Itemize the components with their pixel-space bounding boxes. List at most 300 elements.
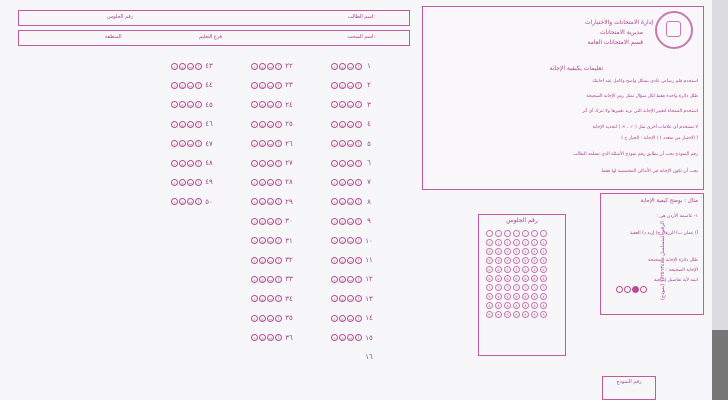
answer-bubble[interactable]: ج bbox=[339, 257, 346, 264]
answer-bubble[interactable]: ب bbox=[348, 141, 353, 147]
answer-bubble[interactable]: ج bbox=[259, 257, 266, 264]
answer-bubble[interactable]: د bbox=[251, 82, 258, 89]
question-number: ٥٠ bbox=[205, 197, 213, 206]
answer-bubble[interactable]: أ bbox=[195, 63, 202, 70]
answer-bubble[interactable]: د bbox=[331, 276, 338, 283]
answer-row bbox=[330, 198, 376, 206]
seat-grid-row bbox=[485, 310, 548, 319]
answer-row bbox=[170, 81, 216, 89]
seat-digit-bubble[interactable]: ٠ bbox=[486, 230, 493, 237]
answer-bubble[interactable]: أ bbox=[355, 160, 362, 167]
seat-digit-bubble[interactable]: ٦ bbox=[495, 284, 502, 291]
instruction-7: يجب أن تكون الإجابة في الأماكن المخصصة لها فقط bbox=[601, 169, 698, 174]
answer-bubble[interactable]: ب bbox=[188, 82, 193, 88]
answer-bubble[interactable]: د bbox=[251, 276, 258, 283]
answer-bubble[interactable]: أ bbox=[275, 160, 282, 167]
answer-bubble[interactable]: ب bbox=[268, 238, 273, 244]
instructions-box bbox=[422, 6, 704, 190]
answer-bubble[interactable]: ج bbox=[339, 315, 346, 322]
answer-bubble[interactable]: د bbox=[251, 101, 258, 108]
answer-bubble[interactable]: أ bbox=[275, 121, 282, 128]
answer-bubble[interactable]: ج bbox=[339, 218, 346, 225]
answer-row bbox=[330, 275, 376, 283]
answer-bubble[interactable]: ب bbox=[188, 160, 193, 166]
answer-bubble[interactable]: ب bbox=[268, 179, 273, 185]
seat-digit-bubble[interactable]: ٨ bbox=[522, 302, 529, 309]
answer-bubble[interactable]: أ bbox=[275, 218, 282, 225]
seat-digit-bubble[interactable]: ٧ bbox=[504, 293, 511, 300]
seat-number-grid[interactable] bbox=[478, 214, 566, 356]
answer-bubble[interactable]: أ bbox=[355, 101, 362, 108]
example-note-3: انتبه لأية تفاصيل إضافية bbox=[653, 278, 698, 283]
seat-digit-bubble[interactable]: ٧ bbox=[540, 293, 547, 300]
seat-digit-bubble[interactable]: ٦ bbox=[540, 284, 547, 291]
answer-bubble[interactable]: د bbox=[251, 179, 258, 186]
answer-bubble[interactable]: ج bbox=[339, 160, 346, 167]
seat-digit-bubble[interactable]: ٢ bbox=[540, 248, 547, 255]
seat-digit-bubble[interactable]: ٦ bbox=[513, 284, 520, 291]
answer-bubble[interactable]: د bbox=[251, 63, 258, 70]
seat-digit-bubble[interactable]: ٠ bbox=[495, 230, 502, 237]
instruction-4: لا تستخدم أي علامات أخرى مثل ( ✓ ، × ) لتحديد الإجابة bbox=[592, 125, 698, 130]
model-number-box[interactable] bbox=[602, 376, 656, 400]
seat-digit-bubble[interactable]: ١ bbox=[540, 239, 547, 246]
answer-row bbox=[170, 140, 216, 148]
answer-bubble[interactable]: أ bbox=[355, 179, 362, 186]
logo-line-3: قسم الامتحانات العامة bbox=[587, 39, 643, 46]
answer-bubble[interactable]: أ bbox=[195, 121, 202, 128]
seat-digit-bubble[interactable]: ٥ bbox=[495, 275, 502, 282]
answer-bubble[interactable]: أ bbox=[275, 237, 282, 244]
seat-digit-bubble[interactable]: ٨ bbox=[504, 302, 511, 309]
example-note-1: ظلل دائرة الإجابة الصحيحة bbox=[648, 258, 698, 263]
seat-digit-bubble[interactable]: ٤ bbox=[495, 266, 502, 273]
answer-row bbox=[250, 178, 296, 186]
region-label: المنطقة bbox=[105, 34, 122, 40]
answer-row bbox=[250, 314, 296, 322]
answer-bubble[interactable]: ج bbox=[179, 121, 186, 128]
answer-bubble[interactable]: ب bbox=[348, 179, 353, 185]
answer-bubble[interactable]: ب bbox=[268, 276, 273, 282]
answer-bubble[interactable]: ب bbox=[268, 335, 273, 341]
answer-bubble[interactable]: ج bbox=[339, 101, 346, 108]
answer-bubble[interactable]: ب bbox=[348, 257, 353, 263]
seat-digit-bubble[interactable]: ١ bbox=[531, 239, 538, 246]
answer-bubble[interactable]: د bbox=[331, 198, 338, 205]
answer-bubble[interactable]: ج bbox=[259, 101, 266, 108]
seat-digit-bubble[interactable]: ١ bbox=[495, 239, 502, 246]
answer-row bbox=[330, 217, 376, 225]
seat-digit-bubble[interactable]: ٥ bbox=[540, 275, 547, 282]
answer-bubble[interactable]: ج bbox=[339, 121, 346, 128]
instruction-5: ( الاختيار من متعدد ) ( الإجابة : الخيار ج ) bbox=[621, 136, 698, 141]
seat-digit-bubble[interactable]: ٢ bbox=[486, 248, 493, 255]
answer-bubble[interactable]: أ bbox=[275, 82, 282, 89]
seat-digit-bubble[interactable]: ٣ bbox=[495, 257, 502, 264]
answer-bubble[interactable]: ب bbox=[268, 257, 273, 263]
answer-bubble[interactable]: ب bbox=[268, 218, 273, 224]
answer-row bbox=[330, 120, 376, 128]
seat-digit-bubble[interactable]: ٣ bbox=[522, 257, 529, 264]
answer-bubble[interactable]: ج bbox=[259, 140, 266, 147]
answer-bubble[interactable]: د bbox=[171, 101, 178, 108]
answer-bubble[interactable]: أ bbox=[355, 315, 362, 322]
answer-bubble[interactable]: أ bbox=[195, 179, 202, 186]
answer-bubble[interactable]: ب bbox=[348, 63, 353, 69]
seat-digit-bubble[interactable]: ٩ bbox=[531, 311, 538, 318]
seat-digit-bubble[interactable]: ٠ bbox=[531, 230, 538, 237]
answer-bubble[interactable]: أ bbox=[275, 334, 282, 341]
answer-bubble[interactable]: ج bbox=[259, 121, 266, 128]
answer-bubble[interactable]: أ bbox=[355, 198, 362, 205]
answer-bubble[interactable]: ج bbox=[339, 140, 346, 147]
answer-bubble[interactable]: أ bbox=[195, 82, 202, 89]
answer-bubble[interactable]: ج bbox=[339, 276, 346, 283]
seat-digit-bubble[interactable]: ٤ bbox=[531, 266, 538, 273]
seat-grid-row bbox=[485, 283, 548, 292]
answer-bubble[interactable]: أ bbox=[355, 82, 362, 89]
seat-digit-bubble[interactable]: ١ bbox=[522, 239, 529, 246]
seat-digit-bubble[interactable]: ٧ bbox=[495, 293, 502, 300]
answer-bubble[interactable]: أ bbox=[275, 179, 282, 186]
answer-bubble[interactable]: د bbox=[331, 140, 338, 147]
logo-seal bbox=[655, 11, 693, 49]
question-number: ٢٥ bbox=[285, 120, 293, 129]
answer-bubble[interactable]: ب bbox=[188, 179, 193, 185]
seat-digit-bubble[interactable]: ٨ bbox=[540, 302, 547, 309]
answer-bubble[interactable]: د bbox=[331, 63, 338, 70]
answer-bubble[interactable]: ج bbox=[339, 237, 346, 244]
answer-bubble[interactable]: أ bbox=[275, 198, 282, 205]
answer-row bbox=[250, 62, 296, 70]
answer-bubble[interactable]: ب bbox=[188, 102, 193, 108]
seat-digit-bubble[interactable]: ٤ bbox=[504, 266, 511, 273]
seat-digit-bubble[interactable]: ٦ bbox=[504, 284, 511, 291]
seat-grid-row bbox=[485, 274, 548, 283]
answer-bubble[interactable]: د bbox=[251, 295, 258, 302]
answer-row bbox=[170, 62, 216, 70]
answer-row bbox=[170, 198, 216, 206]
seat-digit-bubble[interactable]: ٩ bbox=[504, 311, 511, 318]
answer-bubble[interactable]: د bbox=[331, 218, 338, 225]
seat-digit-bubble[interactable]: ٠ bbox=[504, 230, 511, 237]
instruction-6: رقم النموذج يجب أن يطابق رقم نموذج الأسئلة الذي تسلمه الطالب bbox=[573, 152, 698, 157]
seat-digit-bubble[interactable]: ٩ bbox=[495, 311, 502, 318]
answer-bubble[interactable]: د bbox=[171, 82, 178, 89]
seat-digit-bubble[interactable]: ٩ bbox=[486, 311, 493, 318]
answer-bubble[interactable]: أ bbox=[355, 140, 362, 147]
answer-bubble[interactable]: د bbox=[251, 257, 258, 264]
answer-bubble[interactable]: ب bbox=[188, 199, 193, 205]
seat-digit-bubble[interactable]: ٠ bbox=[522, 230, 529, 237]
answer-bubble[interactable]: د bbox=[171, 63, 178, 70]
seat-digit-bubble[interactable]: ٦ bbox=[531, 284, 538, 291]
question-number: ١٥ bbox=[365, 333, 373, 342]
question-number: ١٤ bbox=[365, 314, 373, 323]
answer-bubble[interactable]: ج bbox=[259, 315, 266, 322]
student-name-label: اسم الطالب: bbox=[347, 14, 375, 20]
question-number: ٦ bbox=[367, 159, 371, 167]
question-number: ٤٤ bbox=[205, 81, 213, 90]
answer-bubble[interactable]: ج bbox=[179, 82, 186, 89]
answer-bubble[interactable]: د bbox=[171, 121, 178, 128]
answer-bubble[interactable]: د bbox=[331, 237, 338, 244]
answer-bubble[interactable]: ج bbox=[259, 160, 266, 167]
answer-bubble[interactable]: ج bbox=[179, 63, 186, 70]
question-number: ٢٦ bbox=[285, 139, 293, 148]
answer-bubble[interactable]: د bbox=[171, 198, 178, 205]
answer-row bbox=[250, 198, 296, 206]
question-number: ٤٨ bbox=[205, 159, 213, 167]
seat-digit-bubble[interactable]: ٧ bbox=[531, 293, 538, 300]
answer-bubble[interactable]: د bbox=[251, 334, 258, 341]
question-number: ٢٢ bbox=[285, 62, 293, 70]
answer-bubble[interactable]: د bbox=[331, 179, 338, 186]
answer-bubble[interactable]: ج bbox=[179, 140, 186, 147]
answer-bubble[interactable]: أ bbox=[355, 334, 362, 341]
exam-info-box[interactable] bbox=[18, 30, 410, 46]
answer-bubble[interactable]: أ bbox=[275, 295, 282, 302]
example-title: مثال : يوضح كيفية الإجابة bbox=[640, 198, 698, 204]
answer-bubble[interactable]: أ bbox=[275, 257, 282, 264]
seat-digit-bubble[interactable]: ٣ bbox=[513, 257, 520, 264]
seat-digit-bubble[interactable]: ١ bbox=[486, 239, 493, 246]
answer-bubble[interactable]: ب bbox=[348, 315, 353, 321]
answer-bubble[interactable]: د bbox=[251, 140, 258, 147]
answer-row bbox=[170, 178, 216, 186]
answer-bubble[interactable]: د bbox=[331, 82, 338, 89]
answer-row bbox=[330, 334, 376, 342]
answer-bubble[interactable]: ب bbox=[268, 63, 273, 69]
answer-bubble[interactable]: ج bbox=[259, 295, 266, 302]
seat-digit-bubble[interactable]: ٢ bbox=[531, 248, 538, 255]
logo-line-2: مديرية الامتحانات bbox=[599, 29, 643, 36]
answer-bubble[interactable]: ب bbox=[268, 82, 273, 88]
seat-digit-bubble[interactable]: ٩ bbox=[513, 311, 520, 318]
answer-row bbox=[330, 81, 376, 89]
answer-bubble[interactable]: ج bbox=[179, 101, 186, 108]
answer-row bbox=[250, 295, 296, 303]
answer-bubble[interactable]: أ bbox=[355, 295, 362, 302]
answer-bubble[interactable]: د bbox=[251, 160, 258, 167]
answer-row bbox=[170, 120, 216, 128]
answer-bubble[interactable]: أ bbox=[195, 101, 202, 108]
answer-bubble[interactable]: ج bbox=[339, 334, 346, 341]
instruction-1: استخدم قلم رصاص عادي بشكل واضح وكامل عند اجابتك bbox=[592, 79, 698, 84]
seat-digit-bubble[interactable]: ٨ bbox=[513, 302, 520, 309]
answer-bubble[interactable]: ج bbox=[339, 198, 346, 205]
question-number: ٣٦ bbox=[285, 333, 293, 342]
seat-digit-bubble[interactable]: ٤ bbox=[522, 266, 529, 273]
answer-row bbox=[330, 140, 376, 148]
seat-digit-bubble[interactable]: ٤ bbox=[486, 266, 493, 273]
seat-grid-row bbox=[485, 229, 548, 238]
answer-row bbox=[330, 159, 376, 167]
instruction-2: ظلل دائرة واحدة فقط لكل سؤال تمثل رمز الإجابة الصحيحة bbox=[586, 94, 698, 99]
answer-bubble[interactable]: ب bbox=[348, 199, 353, 205]
answer-row bbox=[250, 140, 296, 148]
answer-bubble[interactable]: ب bbox=[348, 121, 353, 127]
answer-bubble[interactable]: ب bbox=[268, 121, 273, 127]
seat-digit-bubble[interactable]: ٤ bbox=[513, 266, 520, 273]
answer-bubble[interactable]: أ bbox=[275, 276, 282, 283]
question-number: ١٣ bbox=[365, 294, 373, 303]
seat-digit-bubble[interactable]: ١ bbox=[504, 239, 511, 246]
seat-digit-bubble[interactable]: ٠ bbox=[540, 230, 547, 237]
seat-digit-bubble[interactable]: ٨ bbox=[486, 302, 493, 309]
seat-digit-bubble[interactable]: ٣ bbox=[504, 257, 511, 264]
seat-digit-bubble[interactable]: ٢ bbox=[495, 248, 502, 255]
answer-row bbox=[330, 237, 376, 245]
answer-bubble[interactable]: أ bbox=[355, 237, 362, 244]
answer-bubble[interactable]: ج bbox=[259, 82, 266, 89]
seat-digit-bubble[interactable]: ٧ bbox=[486, 293, 493, 300]
answer-bubble[interactable]: د bbox=[331, 315, 338, 322]
question-number: ٢ bbox=[367, 81, 371, 90]
answer-bubble[interactable]: د bbox=[331, 334, 338, 341]
question-number: ٨ bbox=[367, 197, 371, 206]
answer-bubble[interactable]: ج bbox=[179, 179, 186, 186]
seat-digit-bubble[interactable]: ٥ bbox=[522, 275, 529, 282]
answer-bubble[interactable]: د bbox=[251, 218, 258, 225]
answer-bubble[interactable]: ب bbox=[268, 199, 273, 205]
answer-bubble[interactable]: أ bbox=[355, 276, 362, 283]
answer-bubble[interactable]: د bbox=[251, 315, 258, 322]
answer-bubble[interactable]: ج bbox=[179, 160, 186, 167]
answer-bubble[interactable]: أ bbox=[195, 140, 202, 147]
crown-icon bbox=[666, 21, 681, 37]
question-number: ٣٥ bbox=[285, 314, 293, 323]
answer-bubble[interactable]: ج bbox=[259, 334, 266, 341]
answer-row bbox=[250, 237, 296, 245]
answer-bubble[interactable]: د bbox=[331, 295, 338, 302]
answer-bubble[interactable]: ب bbox=[188, 121, 193, 127]
answer-bubble[interactable]: ب bbox=[348, 335, 353, 341]
seat-digit-bubble[interactable]: ٨ bbox=[531, 302, 538, 309]
example-note-2: الإجابة الصحيحة : bbox=[665, 268, 698, 273]
answer-bubble[interactable]: د bbox=[171, 160, 178, 167]
seat-grid-row bbox=[485, 265, 548, 274]
answer-bubble[interactable]: ب bbox=[348, 238, 353, 244]
question-number: ١٦ bbox=[365, 353, 373, 361]
answer-bubble[interactable]: د bbox=[331, 160, 338, 167]
answer-bubble[interactable]: أ bbox=[195, 160, 202, 167]
answer-bubble[interactable]: أ bbox=[275, 101, 282, 108]
question-number: ٤٥ bbox=[205, 100, 213, 109]
question-number: ٥ bbox=[367, 139, 371, 148]
answer-bubble[interactable]: ب bbox=[348, 82, 353, 88]
answer-row bbox=[330, 314, 376, 322]
seat-digit-bubble[interactable]: ٣ bbox=[486, 257, 493, 264]
answer-bubble[interactable]: د bbox=[251, 237, 258, 244]
answer-bubble[interactable]: ج bbox=[259, 237, 266, 244]
seat-digit-bubble[interactable]: ٧ bbox=[522, 293, 529, 300]
seat-digit-bubble[interactable]: ١ bbox=[513, 239, 520, 246]
answer-bubble[interactable]: ب bbox=[188, 63, 193, 69]
answer-bubble[interactable]: ب bbox=[188, 141, 193, 147]
seat-digit-bubble[interactable]: ٠ bbox=[513, 230, 520, 237]
answer-bubble[interactable]: د bbox=[331, 121, 338, 128]
answer-bubble[interactable]: د bbox=[171, 140, 178, 147]
answer-bubble[interactable]: ب bbox=[268, 141, 273, 147]
seat-digit-bubble[interactable]: ٢ bbox=[513, 248, 520, 255]
answer-row bbox=[250, 217, 296, 225]
seat-digit-bubble[interactable]: ٣ bbox=[540, 257, 547, 264]
seat-digit-bubble[interactable]: ٥ bbox=[513, 275, 520, 282]
answer-bubble[interactable]: أ bbox=[355, 63, 362, 70]
example-bubble bbox=[640, 286, 647, 293]
answer-bubble[interactable]: ب bbox=[268, 296, 273, 302]
answer-bubble[interactable]: ب bbox=[348, 102, 353, 108]
seat-digit-bubble[interactable]: ٤ bbox=[540, 266, 547, 273]
seat-digit-bubble[interactable]: ٢ bbox=[522, 248, 529, 255]
seat-digit-bubble[interactable]: ٥ bbox=[504, 275, 511, 282]
answer-bubble[interactable]: أ bbox=[275, 63, 282, 70]
answer-bubble[interactable]: أ bbox=[275, 315, 282, 322]
answer-bubble[interactable]: ب bbox=[348, 218, 353, 224]
answer-bubble[interactable]: ج bbox=[339, 63, 346, 70]
answer-bubble[interactable]: ب bbox=[268, 315, 273, 321]
answer-row bbox=[170, 159, 216, 167]
answer-bubble[interactable]: ب bbox=[268, 160, 273, 166]
answer-bubble[interactable]: د bbox=[251, 198, 258, 205]
seat-digit-bubble[interactable]: ٦ bbox=[522, 284, 529, 291]
answer-bubble[interactable]: ب bbox=[348, 296, 353, 302]
answer-bubble[interactable]: د bbox=[331, 101, 338, 108]
example-question: ١- عاصمة الأردن هي : bbox=[656, 214, 698, 219]
answer-bubble[interactable]: د bbox=[171, 179, 178, 186]
seat-digit-bubble[interactable]: ٩ bbox=[522, 311, 529, 318]
seat-digit-bubble[interactable]: ٩ bbox=[540, 311, 547, 318]
question-number: ٣٣ bbox=[285, 275, 293, 284]
answer-bubble[interactable]: ج bbox=[339, 295, 346, 302]
seat-digit-bubble[interactable]: ٣ bbox=[531, 257, 538, 264]
answer-bubble[interactable]: ج bbox=[259, 218, 266, 225]
seat-grid-row bbox=[485, 256, 548, 265]
student-name-box[interactable] bbox=[18, 10, 410, 26]
answer-bubble[interactable]: أ bbox=[355, 257, 362, 264]
answer-bubble[interactable]: ج bbox=[259, 63, 266, 70]
seat-digit-bubble[interactable]: ٥ bbox=[531, 275, 538, 282]
answer-bubble[interactable]: د bbox=[331, 257, 338, 264]
answer-bubble[interactable]: ج bbox=[339, 82, 346, 89]
seat-digit-bubble[interactable]: ٧ bbox=[513, 293, 520, 300]
answer-bubble[interactable]: د bbox=[251, 121, 258, 128]
answer-bubble[interactable]: ج bbox=[179, 198, 186, 205]
seat-digit-bubble[interactable]: ٥ bbox=[486, 275, 493, 282]
answer-bubble[interactable]: ب bbox=[268, 102, 273, 108]
seat-digit-bubble[interactable]: ٦ bbox=[486, 284, 493, 291]
answer-bubble[interactable]: أ bbox=[275, 140, 282, 147]
answer-bubble[interactable]: ج bbox=[259, 179, 266, 186]
answer-bubble[interactable]: ب bbox=[348, 160, 353, 166]
answer-bubble[interactable]: ج bbox=[339, 179, 346, 186]
example-options: أ) عمان ب) الزرقاء ج) إربد د) العقبة bbox=[629, 231, 698, 236]
seat-digit-bubble[interactable]: ٢ bbox=[504, 248, 511, 255]
question-number: ٣٢ bbox=[285, 256, 293, 264]
question-number: ١١ bbox=[365, 256, 373, 264]
answer-bubble[interactable]: ج bbox=[259, 198, 266, 205]
seat-digit-bubble[interactable]: ٨ bbox=[495, 302, 502, 309]
question-number: ٧ bbox=[367, 178, 371, 187]
answer-row bbox=[250, 275, 296, 283]
answer-bubble[interactable]: ب bbox=[348, 276, 353, 282]
answer-bubble[interactable]: أ bbox=[355, 121, 362, 128]
answer-bubble[interactable]: أ bbox=[355, 218, 362, 225]
answer-bubble[interactable]: ج bbox=[259, 276, 266, 283]
answer-bubble[interactable]: أ bbox=[195, 198, 202, 205]
seat-number-label: رقم الجلوس bbox=[107, 14, 134, 20]
